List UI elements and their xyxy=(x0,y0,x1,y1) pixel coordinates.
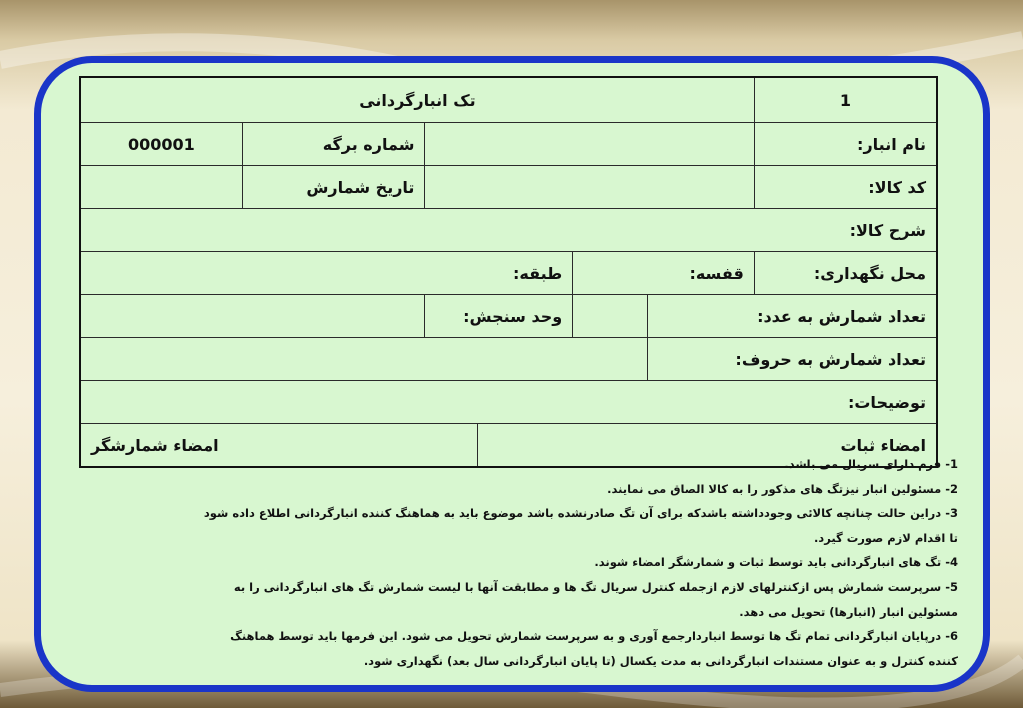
floor-label: طبقه: xyxy=(80,252,573,295)
instruction-item: 2- مسئولین انبار نیزتگ های مذکور را به کالا الصاق می نمایند. xyxy=(607,481,958,496)
instruction-item: 1- فرم دارای سریال می باشد. xyxy=(784,457,958,471)
count-words-row xyxy=(80,338,937,381)
description-row xyxy=(80,209,937,252)
sheet-number-label: شماره برگه xyxy=(242,123,425,166)
storage-location-label: محل نگهداری: xyxy=(754,252,937,295)
instruction-item: 4- تگ های انبارگردانی باید توسط ثبات و شمارشگر امضاء شوند. xyxy=(594,555,958,570)
count-date-field xyxy=(80,166,242,209)
count-words-field xyxy=(80,338,648,381)
location-row xyxy=(80,252,937,295)
recorder-signature-label: امضاء ثبات xyxy=(477,424,937,468)
count-number-label: تعداد شمارش به عدد: xyxy=(648,295,937,338)
count-words-label: تعداد شمارش به حروف: xyxy=(648,338,937,381)
item-code-field xyxy=(425,166,754,209)
counter-signature-label: امضاء شمارشگر xyxy=(80,424,477,468)
count-number-field xyxy=(573,295,648,338)
instruction-item: 3- دراین حالت چنانچه کالائی وجودداشته باشدکه برای آن تگ صادرنشده باشد موضوع باید به هماهنگ کننده انبارگردانی اطلاع داده شود تا اقدام لازم صورت گیرد. xyxy=(203,506,958,545)
remarks-label: توضیحات: xyxy=(80,381,937,424)
sheet-number-value: 000001 xyxy=(80,123,242,166)
remarks-row xyxy=(80,381,937,424)
warehouse-name-field xyxy=(425,123,754,166)
shelf-label: قفسه: xyxy=(573,252,755,295)
item-code-row xyxy=(80,166,937,209)
instruction-item: 6- درپایان انبارگردانی تمام تگ ها توسط انباردارجمع آوری و به سرپرست شمارش تحویل می شود. این فرمها باید توسط هماهنگ کننده کنترل و به عنوان مستندات انبارگردانی به مدت یکسال (تا پایان انبارگردانی سال بعد) نگهداری شود. xyxy=(230,629,958,668)
unit-field xyxy=(80,295,425,338)
warehouse-name-label: نام انبار: xyxy=(754,123,937,166)
item-code-label: کد کالا: xyxy=(754,166,937,209)
unit-label: وحد سنجش: xyxy=(425,295,573,338)
count-number-row xyxy=(80,295,937,338)
tag-number: 1 xyxy=(754,77,937,123)
instructions-list xyxy=(200,452,958,673)
instruction-item: 5- سرپرست شمارش پس ازکنترلهای لازم ازجمله کنترل سریال تگ ها و مطابقت آنها با لیست شمارش تگ های انبارگردانی را به مسئولین انبار (انبارها) تحویل می دهد. xyxy=(233,579,958,619)
count-date-label: تاریخ شمارش xyxy=(242,166,425,209)
inventory-tag-form xyxy=(79,76,938,468)
form-title: تک انبارگردانی xyxy=(80,77,754,123)
item-description-label: شرح کالا: xyxy=(80,209,937,252)
title-row xyxy=(80,77,937,123)
warehouse-row xyxy=(80,123,937,166)
